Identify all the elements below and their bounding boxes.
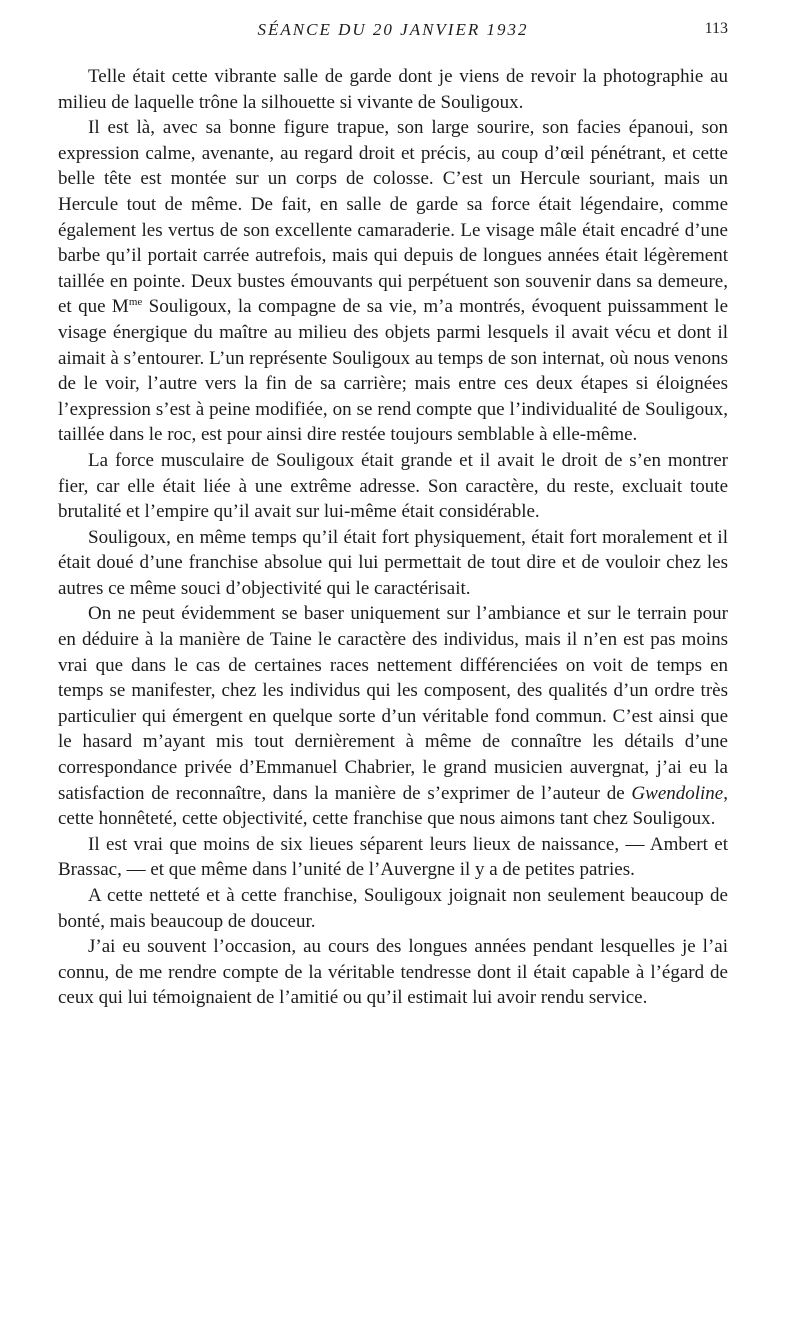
page-number: 113 [704, 20, 728, 37]
page-header [58, 20, 728, 44]
paragraph-5 [58, 601, 728, 831]
paragraph-2-text-a: Il est là, avec sa bonne figure trapue, son large sourire, son facies épanoui, son expression calme, avenante, au regard droit et précis, au coup d’œil pénétrant, et cette belle tête est montée sur un corps de colosse. C’est un Hercule souriant, mais un Hercule tout de même. De fait, en salle de garde sa force était légendaire, comme également les vertus de son excellente camaraderie. Le visage mâle était encadré d’une barbe qu’il portait carrée autrefois, mais qui depuis de longues années était légèrement taillée en pointe. Deux bustes émouvants qui perpétuent son souvenir dans sa demeure, et que M [58, 117, 728, 318]
paragraph-3: La force musculaire de Souligoux était grande et il avait le droit de s’en montrer fier, car elle était liée à une extrême adresse. Son caractère, du reste, excluait toute brutalité et l’empire qu’il avait sur lui-même était considérable. [58, 449, 728, 523]
paragraph-2 [58, 115, 728, 448]
paragraph-2-text-b: Souligoux, la compagne de sa vie, m’a montrés, évoquent puissamment le visage énergique du maître au milieu des objets parmi lesquels il avait vécu et dont il aimait à s’entourer. L’un représente Souligoux au temps de son internat, où nous venons de le voir, l’autre vers la fin de sa carrière; mais entre ces deux étapes si éloignées l’expression s’est à peine modifiée, on se rend compte que l’individualité de Souligoux, taillée dans le roc, est pour ainsi dire restée toujours semblable à elle-même. [58, 296, 728, 446]
body-text [58, 64, 728, 1011]
running-head: SÉANCE DU 20 JANVIER 1932 [257, 20, 529, 39]
paragraph-4: Souligoux, en même temps qu’il était fort physiquement, était fort moralement et il était doué d’une franchise absolue qui lui permettait de tout dire et de vouloir chez les autres ce même souci d’objectivité qui le caractérisait. [58, 526, 728, 599]
paragraph-5-text-a: On ne peut évidemment se baser uniquement sur l’ambiance et sur le terrain pour en déduire à la manière de Taine le caractère des individus, mais il n’en est pas moins vrai que dans le cas de certaines races nettement différenciées on voit de temps en temps se manifester, chez les individus qui les composent, des qualités d’un ordre très particulier qui émergent en quelque sorte d’un véritable fond commun. C’est ainsi que le hasard m’ayant mis tout dernièrement à même de connaître les détails d’une correspondance privée d’Emmanuel Chabrier, le grand musicien auvergnat, j’ai eu la satisfaction de reconnaître, dans la manière de s’exprimer de l’auteur de [58, 603, 728, 804]
paragraph-5-text-b: , cette honnêteté, cette objectivité, cette franchise que nous aimons tant chez Souligoux. [58, 782, 728, 830]
italic-title-gwendoline: Gwendoline [631, 782, 724, 804]
paragraph-1: Telle était cette vibrante salle de garde dont je viens de revoir la photographie au milieu de laquelle trône la silhouette si vivante de Souligoux. [58, 66, 728, 113]
superscript-me: me [128, 296, 143, 309]
paragraph-6: Il est vrai que moins de six lieues séparent leurs lieux de naissance, — Ambert et Brassac, — et que même dans l’unité de l’Auvergne il y a de petites patries. [58, 833, 728, 881]
paragraph-8: J’ai eu souvent l’occasion, au cours des longues années pendant lesquelles je l’ai connu, de me rendre compte de la véritable tendresse dont il était capable à l’égard de ceux qui lui témoignaient de l’amitié ou qu’il estimait lui avoir rendu service. [58, 936, 728, 1009]
paragraph-7: A cette netteté et à cette franchise, Souligoux joignait non seulement beaucoup de bonté, mais beaucoup de douceur. [58, 885, 728, 932]
